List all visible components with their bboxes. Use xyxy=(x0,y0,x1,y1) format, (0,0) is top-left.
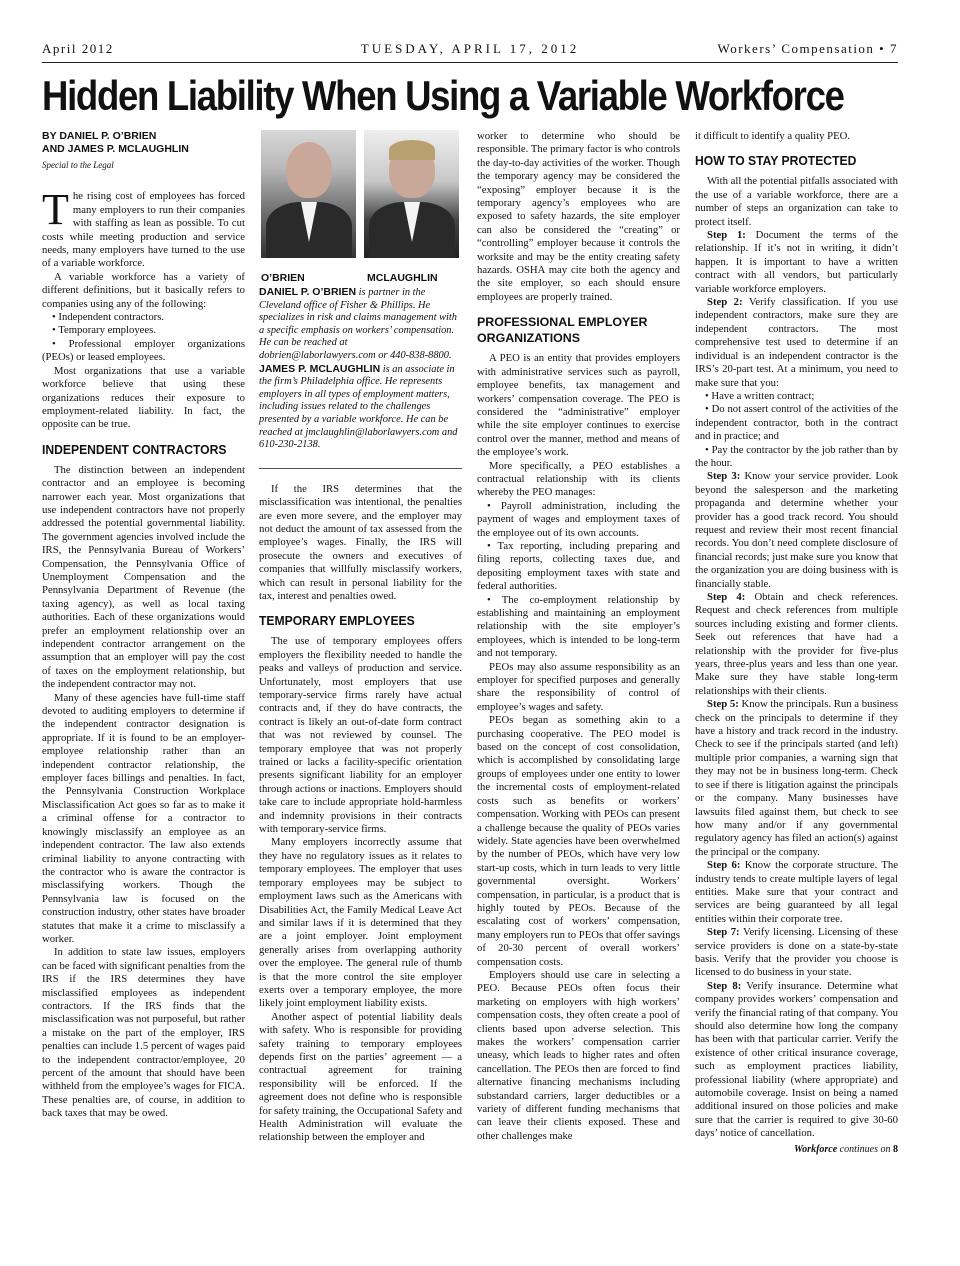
paragraph: worker to determine who should be responsible. The primary factor is who controls the day-to-day activities of the worker. Though the temporary agency may be considered the “exposing” employer because it is the temporary agency’s employees who are exposed to safety hazards, the site employer can also be considered the “creating” or “controlling” employer because it controls the worksite and may be the entity creating safety hazards. OSHA may cite both the agency and the site employer, so each should ensure employees are properly trained. xyxy=(477,130,680,303)
paragraph: Employers should use care in selecting a PEO. Because PEOs often focus their marketing on employers with high workers’ compensation costs, they often create a pool of clients based upon adverse selection. This makes the workers’ compensation carrier uneasy, which leads to higher rates and often cancellation. The PEOs then are forced to find alternative financing mechanisms including substandard carriers, larger deductibles or a variety of different funding mechanisms that can leave their clients exposed. These and other challenges make xyxy=(477,968,680,1142)
column-2 xyxy=(259,130,462,1145)
bullet: • Have a written contract; xyxy=(705,389,815,402)
continuation-line: Workforce continues on 8 xyxy=(794,1143,898,1155)
issue-month: April 2012 xyxy=(42,41,114,56)
step: Step 8: Verify insurance. Determine what company provides workers’ compensation and verify the financial rating of that company. You should also determine how long the company has been with that particular carrier. Verify the existence of other critical insurance coverage, such as employment practices liability, professional liability (where appropriate) and automobile coverage. Insist on being a named additional insured on those policies and make sure that the carrier is required to give 30-60 days’ notice of cancellation. xyxy=(695,979,899,1140)
step: Step 4: Obtain and check references. Request and check references from multiple sources including existing and former clients. Seek out references that have had a relationship with the provider for five-plus years, three-plus years and less than one year. Make sure they have stable long-term relationships with their clients. xyxy=(695,591,899,697)
article-title: Hidden Liability When Using a Variable Workforce xyxy=(42,72,844,119)
bullet: • Pay the contractor by the job rather than by the hour. xyxy=(695,443,898,469)
step: Step 2: Verify classification. If you use independent contractors, make sure they are independent contractors. The most comprehensive test used to determine if an individual is an independent contractor is the IRS’s 20-part test. At a minimum, you need to make sure that you: xyxy=(695,296,899,389)
paragraph: The use of temporary employees offers employers the flexibility needed to handle the peaks and valleys of production and service. Unfortunately, most employers that use temporary-service firms rarely have actual contracts and, if they do have contracts, the contract is likely an out-of-date form contract that was not reviewed by counsel. The temporary employee that was not properly trained or lacks a facility-specific orientation presents significant liability for an employer through actions or inactions. Employers should take care to include appropriate hold-harmless and indemnity provisions in their contracts with temporary-service firms. xyxy=(259,635,462,836)
step: Step 3: Know your service provider. Look beyond the salesperson and the marketing propaganda and determine whether your provider has a good track record. You should request and review their most recent financial records. You don’t need complete disclosure of financial records; just make sure you know that the organization you are doing business with is financially stable. xyxy=(695,470,899,590)
paragraph: Many of these agencies have full-time staff devoted to auditing employers to determine if the independent contractor designation is appropriate. If it is found to be an employer-employee relationship rather than an independent contractor relationship, the employer faces billings and penalties. In fact, the Pennsylvania Construction Workplace Misclassification Act goes so far as to make it a criminal offense for a contractor to knowingly misclassify an employee as an independent contractor. The law also extends criminal liability to anyone contracting with the contractor who is aware the contractor is misclassifying workers. Though the Pennsylvania law is focused on the construction industry, other states have broader statutes that make it a crime to misclassify a worker. xyxy=(42,691,245,945)
author-bios xyxy=(259,286,462,469)
step: Step 1: Document the terms of the relationship. If it’s not in writing, it didn’t happen. It is important to have a written contract with all vendors, but particularly variable workforce employers. xyxy=(695,229,899,295)
subhead-independent-contractors: INDEPENDENT CONTRACTORS xyxy=(42,441,227,457)
paragraph: With all the potential pitfalls associated with the use of a variable workforce, there are a number of steps an organization can take to protect itself. xyxy=(695,175,898,228)
subhead-peo: PROFESSIONAL EMPLOYER ORGANIZATIONS xyxy=(477,315,648,346)
step: Step 6: Know the corporate structure. The industry tends to create multiple layers of legal entities. Make sure that your contract and services are being guaranteed by all legal entities within their corporate tree. xyxy=(695,859,899,925)
paragraph: Many employers incorrectly assume that they have no regulatory issues as it relates to temporary employees. The employer that uses temporary employees may be subject to employment laws such as the Americans with Disabilities Act, the Family Medical Leave Act and similar laws if it is determined that they are a joint employer. Joint employment generally arises from overlapping authority over the employee. The general rule of thumb is that the more control the site employer exerts over a temporary employee, the more likely joint employment liability exists. xyxy=(259,836,462,1010)
paragraph: A variable workforce has a variety of different definitions, but it basically refers to companies using any of the following: xyxy=(42,270,245,310)
issue-date: TUESDAY, APRIL 17, 2012 xyxy=(360,41,580,56)
paragraph: The distinction between an independent contractor and an employee is becoming narrower each year. Most organizations that use independent contractors have not properly addressed the potential governmental liability. The government agencies involved include the IRS, the Pennsylvania Bureau of Workers’ Compensation, the Pennsylvania Office of Unemployment Compensation and the Pennsylvania Department of Revenue (the taxing agency), as well as local taxing authorities. Each of these organizations would prefer an employment relationship over an independent contractor arrangement on the assumption that an employer will pay the cost of taxes on the employment relationship, but the independent contractor may not. xyxy=(42,463,245,691)
photo-captions xyxy=(259,272,462,286)
bio-obrien: DANIEL P. O’BRIEN is partner in the Cleveland office of Fisher & Phillips. He specializes in risk and claims management with a specific emphasis on workers’ compensation. He can be reached at dobrien@laborlawyers.com or 440-838-8800. xyxy=(259,286,457,361)
bullet: • Independent contractors. xyxy=(52,311,165,324)
section-page: Workers’ Compensation • 7 xyxy=(717,41,898,56)
photo-mclaughlin xyxy=(364,130,459,258)
bullet: • Professional employer organizations (PEOs) or leased employees. xyxy=(42,337,245,364)
byline-author-1: BY DANIEL P. O’BRIEN xyxy=(42,130,157,142)
step: Step 7: Verify licensing. Licensing of these service providers is done on a state-by-state basis. Verify that the provider you choose is licensed to do business in your state. xyxy=(695,926,899,979)
paragraph: More specifically, a PEO establishes a contractual relationship with its clients whereby the PEO manages: xyxy=(477,459,680,499)
bullet: • The co-employment relationship by establishing and maintaining an employment relationship with the site employer’s employees, which is intended to be long-term and not temporary. xyxy=(477,593,680,660)
bullet: • Do not assert control of the activities of the independent contractor, both in the contract and in practice; and xyxy=(695,403,898,443)
byline-author-2: AND JAMES P. MCLAUGHLIN xyxy=(42,143,189,155)
paragraph: In addition to state law issues, employers can be faced with significant penalties from the IRS if the IRS determines they have misclassified employees as independent contractors. If the IRS finds that the misclassification was not purposeful, but rather a mistake on the part of the employer, IRS penalties can include 1.5 percent of wages paid to the independent contractor/employee, 20 percent of the amount that should have been withheld from the employee’s wages for FICA. These penalties are, of course, in addition to back taxes that may be owed. xyxy=(42,946,245,1120)
special-note: Special to the Legal xyxy=(42,160,114,170)
author-photos xyxy=(259,130,462,270)
column-1 xyxy=(42,130,245,1121)
bullet: • Tax reporting, including preparing and filing reports, collecting taxes due, and depositing employment taxes with state and federal authorities. xyxy=(477,539,680,593)
paragraph: Most organizations that use a variable workforce believe that using these organizations reduces their exposure to employment-related liability. In fact, the opposite can be true. xyxy=(42,364,245,431)
bio-mclaughlin: JAMES P. MCLAUGHLIN is an associate in the firm’s Philadelphia office. He represents employers in all types of employment matters, including issues related to the challenges presented by a variable workforce. He can be reached at jmclaughlin@laborlawyers.com and 610-230-2138. xyxy=(259,362,458,451)
running-header xyxy=(42,41,898,61)
bullet: • Temporary employees. xyxy=(52,324,156,337)
header-rule xyxy=(42,62,898,63)
bullet: • Payroll administration, including the payment of wages and employment taxes of the employee out of its own accounts. xyxy=(477,499,680,539)
paragraph: A PEO is an entity that provides employers with administrative services such as payroll, employee benefits, tax management and workers’ compensation coverage. The PEO is considered the “administrative” employer while the site employer continues to exercise control over the manner, method and means of the employee’s work. xyxy=(477,352,680,459)
caption-mclaughlin: MCLAUGHLIN xyxy=(367,272,438,284)
drop-cap: T xyxy=(42,185,69,235)
paragraph: Another aspect of potential liability deals with safety. Who is responsible for providing safety training to temporary employees depends first on the parties’ agreement — a contractual agreement for training responsibility will be enforced. If the agreement does not define who is responsible for safety training, the Occupational Safety and Health Administration will evaluate the relationship between the employer and xyxy=(259,1010,462,1144)
paragraph: it difficult to identify a quality PEO. xyxy=(695,130,851,142)
photo-obrien xyxy=(261,130,356,258)
paragraph: If the IRS determines that the misclassification was intentional, the penalties are even more severe, and the employer may not deduct the amount of tax assessed from the employee’s wages. Finally, the IRS will prosecute the owners and executives of companies that willfully misclassify workers, which can result in personal liability for the tax, interest and penalties owed. xyxy=(259,482,462,602)
paragraph: PEOs began as something akin to a purchasing cooperative. The PEO model is based on the concept of cost consolidation, which is accomplished by consolidating large groups of employees under one entity to lower the incremental costs of employment-related costs such as benefits or workers’ compensation. Working with PEOs can present a challenge because the quality of PEOs varies widely. State agencies have been overwhelmed by the number of PEOs, which have very low start-up costs, which in turn leads to very little governmental oversight. Workers’ compensation, in particular, is a product that is highly touted by PEOs. Because of the escalating cost of workers’ compensation, many employers run to PEOs that offer savings of 20-30 percent of overall workers’ compensation costs. xyxy=(477,714,680,968)
byline xyxy=(42,130,245,156)
column-3 xyxy=(477,130,680,1143)
column-4 xyxy=(695,130,898,1156)
subhead-how-to-stay-protected: HOW TO STAY PROTECTED xyxy=(695,153,857,169)
caption-obrien: O’BRIEN xyxy=(261,272,305,284)
step: Step 5: Know the principals. Run a business check on the principals to determine if they have a history and track record in the industry. Check to see if the principals started (and left) multiple prior companies, a warning sign that they may not be in business long-term. Check to see if there is litigation against the principals or the company. Many businesses have lawsuits filed against them, but check to see how many and/or if any governmental regulatory agency has filed an action(s) against the principal or the company. xyxy=(695,698,898,858)
paragraph: PEOs may also assume responsibility as an employer for specified purposes and generally share the responsibility of control of employee’s wages and safety. xyxy=(477,660,680,713)
paragraph: The rising cost of employees has forced many employers to run their companies with staffing as lean as possible. To cut costs while meeting production and service needs, many employers have turned to the use of a variable workforce. xyxy=(42,185,245,270)
subhead-temporary-employees: TEMPORARY EMPLOYEES xyxy=(259,613,415,629)
